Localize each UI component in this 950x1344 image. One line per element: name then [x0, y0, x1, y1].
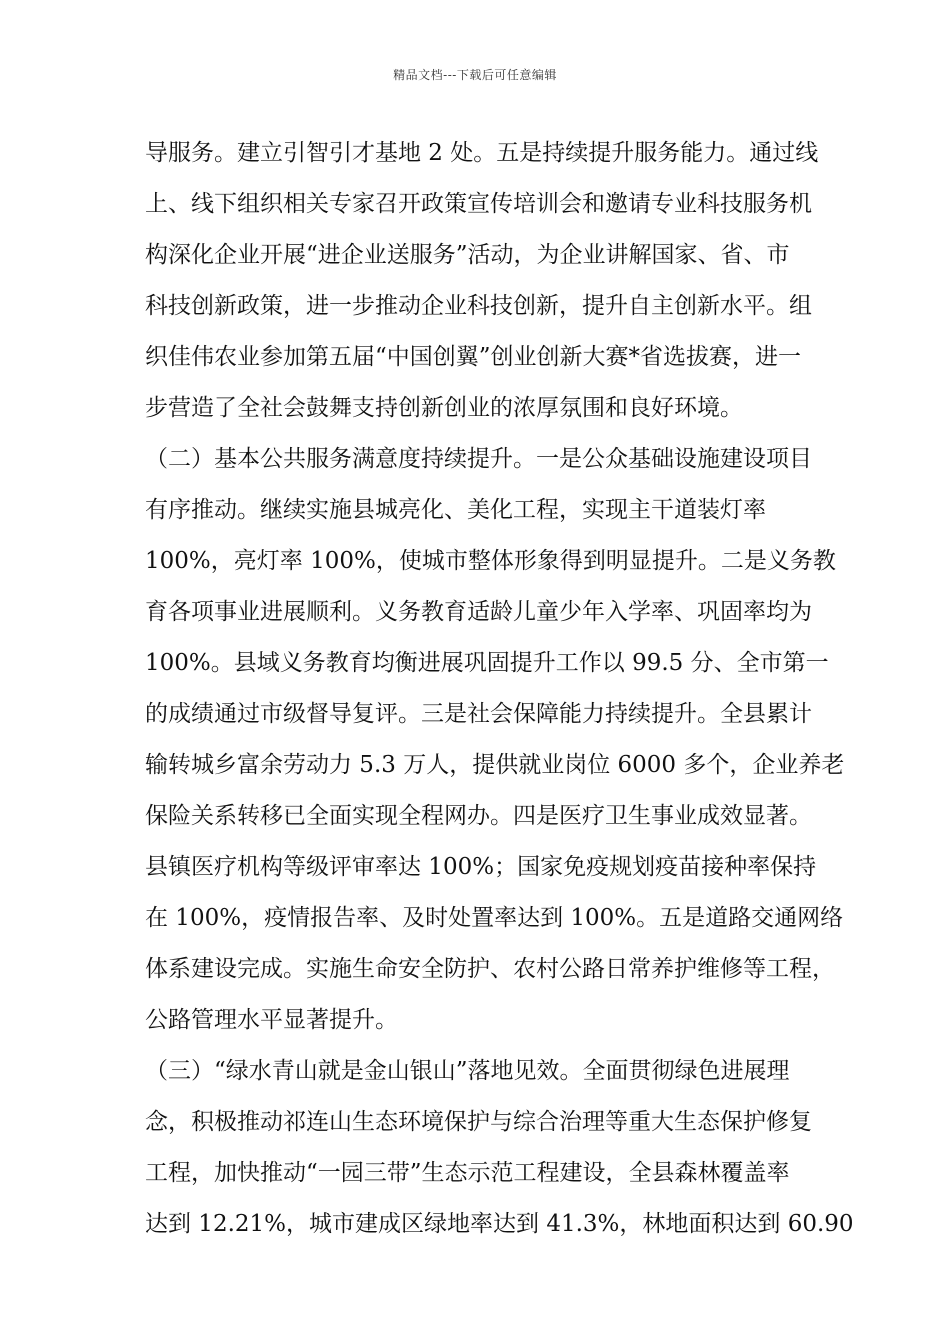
- text-line: 上、线下组织相关专家召开政策宣传培训会和邀请专业科技服务机: [145, 191, 812, 217]
- text-line: 县镇医疗机构等级评审率达 100%；国家免疫规划疫苗接种率保持: [145, 854, 817, 880]
- section-heading-line: （二）基本公共服务满意度持续提升。一是公众基础设施建设项目: [145, 446, 812, 472]
- text-line: 步营造了全社会鼓舞支持创新创业的浓厚氛围和良好环境。: [145, 395, 743, 421]
- text-line: 有序推动。继续实施县城亮化、美化工程，实现主干道装灯率: [145, 497, 766, 523]
- text-line: 科技创新政策，进一步推动企业科技创新，提升自主创新水平。组: [145, 293, 812, 319]
- section-heading-line: （三）“绿水青山就是金山银山”落地见效。全面贯彻绿色进展理: [145, 1058, 790, 1084]
- text-line: 的成绩通过市级督导复评。三是社会保障能力持续提升。全县累计: [145, 701, 812, 727]
- text-line: 体系建设完成。实施生命安全防护、农村公路日常养护维修等工程，: [145, 956, 835, 982]
- text-line: 导服务。建立引智引才基地 2 处。五是持续提升服务能力。通过线: [145, 140, 819, 166]
- text-line: 构深化企业开展“进企业送服务”活动，为企业讲解国家、省、市: [145, 242, 790, 268]
- text-line: 100%，亮灯率 100%，使城市整体形象得到明显提升。二是义务教: [145, 548, 836, 574]
- text-line: 织佳伟农业参加第五届“中国创翼”创业创新大赛*省选拔赛，进一: [145, 344, 802, 370]
- document-body: [145, 128, 854, 1250]
- text-line: 工程，加快推动“一园三带”生态示范工程建设，全县森林覆盖率: [145, 1160, 790, 1186]
- text-line: 达到 12.21%，城市建成区绿地率达到 41.3%，林地面积达到 60.90: [145, 1211, 854, 1237]
- text-line: 100%。县域义务教育均衡进展巩固提升工作以 99.5 分、全市第一: [145, 650, 829, 676]
- text-line: 公路管理水平显著提升。: [145, 1007, 398, 1033]
- text-line: 育各项事业进展顺利。义务教育适龄儿童少年入学率、巩固率均为: [145, 599, 812, 625]
- page-header: 精品文档---下载后可任意编辑: [393, 68, 557, 82]
- text-line: 保险关系转移已全面实现全程网办。四是医疗卫生事业成效显著。: [145, 803, 812, 829]
- text-line: 念，积极推动祁连山生态环境保护与综合治理等重大生态保护修复: [145, 1109, 812, 1135]
- text-line: 在 100%，疫情报告率、及时处置率达到 100%。五是道路交通网络: [145, 905, 844, 931]
- text-line: 输转城乡富余劳动力 5.3 万人，提供就业岗位 6000 多个，企业养老: [145, 752, 845, 778]
